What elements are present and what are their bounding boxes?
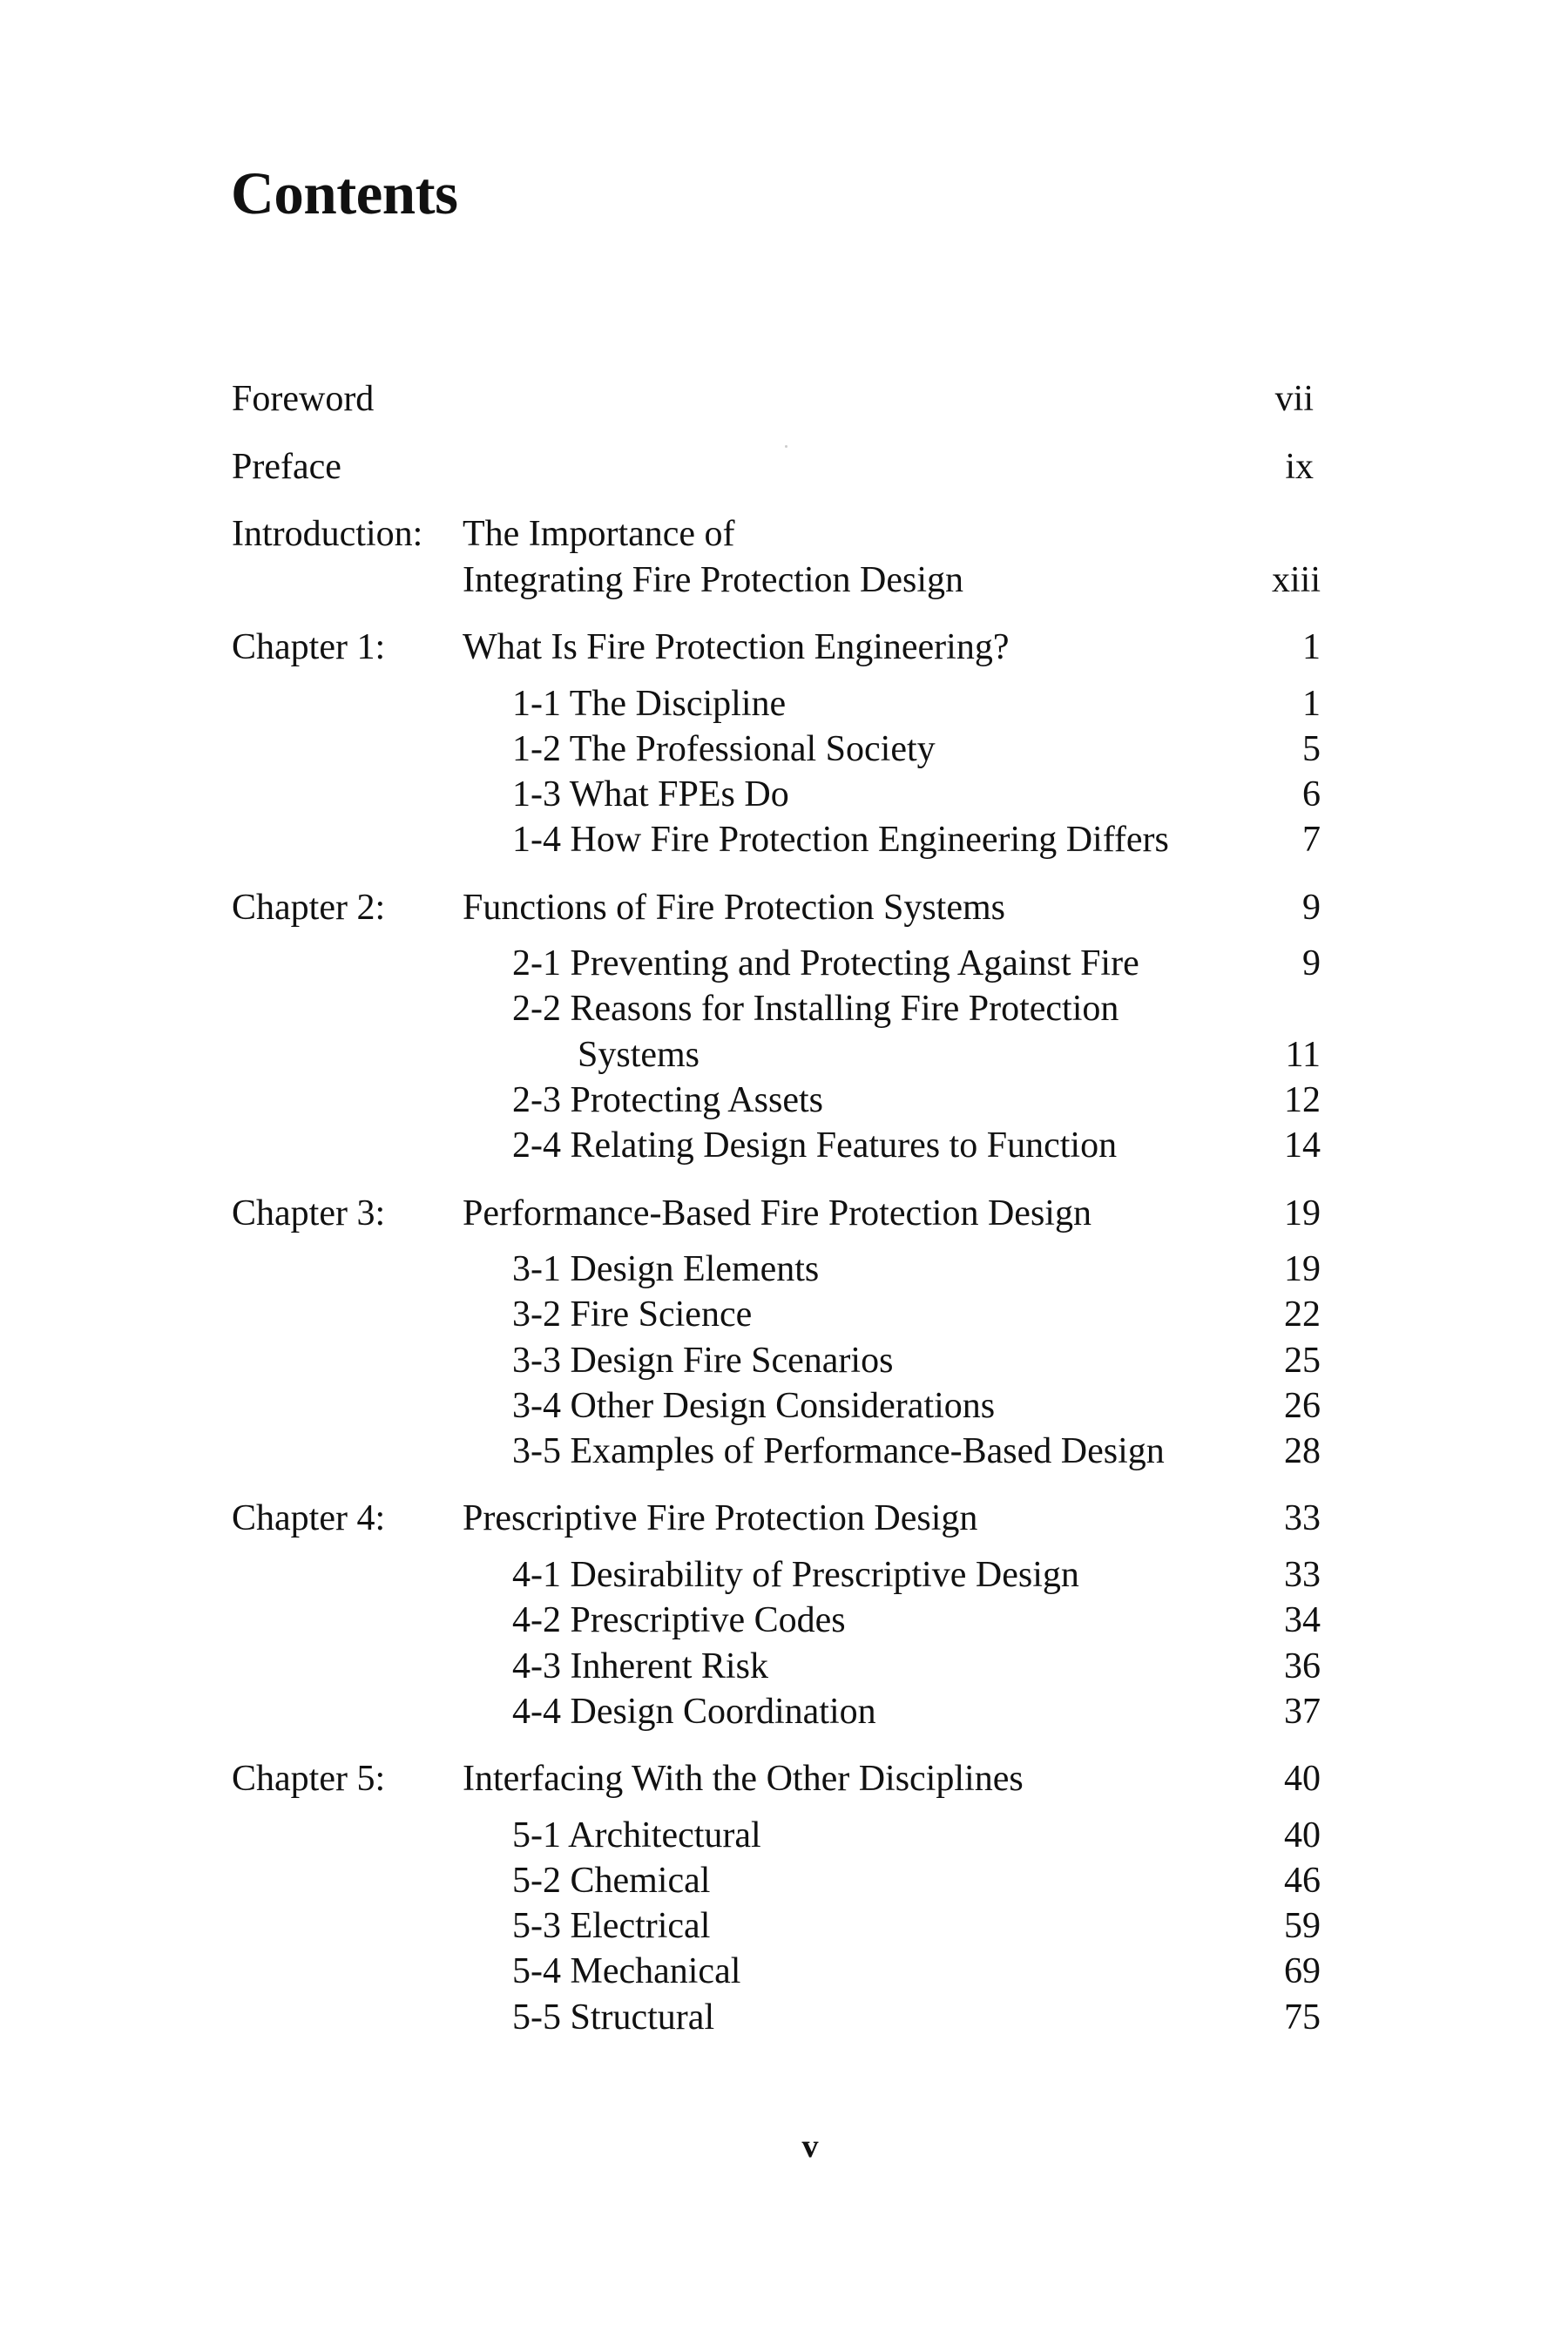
section-page-number: 28 bbox=[1284, 1431, 1321, 1472]
section-title: 4-2 Prescriptive Codes bbox=[512, 1600, 846, 1641]
section-list bbox=[232, 681, 1321, 863]
chapter-page-number: 19 bbox=[1284, 1193, 1321, 1233]
section-page-number: 7 bbox=[1302, 820, 1321, 861]
section-title: 3-3 Design Fire Scenarios bbox=[512, 1340, 894, 1381]
section-title: 5-5 Structural bbox=[512, 1997, 715, 2038]
section-title: 3-4 Other Design Considerations bbox=[512, 1385, 996, 1426]
section-title: 3-1 Design Elements bbox=[512, 1249, 820, 1290]
section-title: 5-1 Architectural bbox=[512, 1815, 761, 1855]
chapter-entry bbox=[232, 1756, 1321, 2040]
entry-page-number: xiii bbox=[1271, 559, 1321, 600]
section-entry bbox=[232, 1552, 1321, 1598]
section-page-number: 9 bbox=[1302, 943, 1321, 984]
section-entry bbox=[232, 1292, 1321, 1337]
introduction-entry bbox=[232, 511, 1321, 603]
section-entry bbox=[232, 1689, 1321, 1734]
section-page-number: 69 bbox=[1284, 1951, 1321, 1992]
chapter-entry bbox=[232, 1496, 1321, 1734]
section-page-number: 40 bbox=[1284, 1815, 1321, 1855]
section-entry bbox=[232, 1078, 1321, 1123]
section-title: 4-4 Design Coordination bbox=[512, 1691, 876, 1732]
chapter-label: Chapter 5: bbox=[232, 1759, 386, 1800]
section-title: 4-3 Inherent Risk bbox=[512, 1646, 768, 1686]
section-page-number: 34 bbox=[1284, 1600, 1321, 1641]
section-title: 2-1 Preventing and Protecting Against Fire bbox=[512, 943, 1139, 984]
section-title: 5-3 Electrical bbox=[512, 1906, 711, 1947]
section-page-number: 22 bbox=[1284, 1294, 1321, 1335]
section-page-number: 12 bbox=[1284, 1079, 1321, 1120]
section-page-number: 5 bbox=[1302, 728, 1321, 769]
chapter-title: Performance-Based Fire Protection Design bbox=[463, 1193, 1092, 1233]
chapter-label: Chapter 3: bbox=[232, 1193, 386, 1233]
entry-title-line: The Importance of bbox=[463, 514, 735, 554]
section-title: 5-2 Chemical bbox=[512, 1860, 711, 1901]
section-title: 2-3 Protecting Assets bbox=[512, 1079, 823, 1120]
page-title: Contents bbox=[231, 160, 458, 226]
front-matter-foreword bbox=[232, 376, 1321, 422]
chapter-title: Prescriptive Fire Protection Design bbox=[463, 1498, 978, 1539]
chapter-title: Interfacing With the Other Disciplines bbox=[463, 1759, 1024, 1800]
chapter-page-number: 9 bbox=[1302, 887, 1321, 928]
section-entry bbox=[232, 1644, 1321, 1689]
section-page-number: 46 bbox=[1284, 1860, 1321, 1901]
section-entry bbox=[232, 772, 1321, 817]
section-title: 1-3 What FPEs Do bbox=[512, 774, 789, 815]
entry-page-number: ix bbox=[1285, 446, 1314, 487]
section-page-number: 37 bbox=[1284, 1691, 1321, 1732]
section-entry bbox=[232, 1858, 1321, 1903]
entry-label: Introduction: bbox=[232, 514, 423, 554]
section-entry bbox=[232, 1813, 1321, 1858]
section-page-number: 33 bbox=[1284, 1554, 1321, 1595]
section-entry bbox=[232, 1429, 1321, 1474]
section-page-number: 14 bbox=[1284, 1125, 1321, 1166]
section-entry bbox=[232, 1383, 1321, 1429]
section-list bbox=[232, 1247, 1321, 1474]
section-page-number: 11 bbox=[1285, 1034, 1321, 1075]
section-title: 3-5 Examples of Performance-Based Design bbox=[512, 1431, 1165, 1472]
section-entry bbox=[232, 1338, 1321, 1383]
page-number-footer: v bbox=[801, 2128, 819, 2165]
section-entry bbox=[232, 681, 1321, 727]
chapter-entry bbox=[232, 885, 1321, 1169]
section-page-number: 25 bbox=[1284, 1340, 1321, 1381]
section-page-number: 6 bbox=[1302, 774, 1321, 815]
section-list bbox=[232, 1813, 1321, 2040]
section-title: 2-4 Relating Design Features to Function bbox=[512, 1125, 1118, 1166]
section-page-number: 1 bbox=[1302, 683, 1321, 724]
section-entry bbox=[232, 1598, 1321, 1643]
section-entry bbox=[232, 1903, 1321, 1949]
section-entry bbox=[232, 1995, 1321, 2040]
entry-label: Preface bbox=[232, 446, 341, 487]
section-page-number: 59 bbox=[1284, 1906, 1321, 1947]
chapter-label: Chapter 4: bbox=[232, 1498, 386, 1539]
entry-title-line: Integrating Fire Protection Design bbox=[463, 559, 964, 600]
section-page-number: 36 bbox=[1284, 1646, 1321, 1686]
entry-label: Foreword bbox=[232, 379, 375, 419]
entry-title bbox=[463, 511, 1321, 603]
chapter-title: Functions of Fire Protection Systems bbox=[463, 887, 1005, 928]
section-entry bbox=[232, 727, 1321, 772]
section-entry bbox=[232, 1123, 1321, 1168]
section-title: 5-4 Mechanical bbox=[512, 1951, 741, 1992]
section-entry bbox=[232, 1949, 1321, 1994]
chapter-entry bbox=[232, 1191, 1321, 1475]
section-title: 1-2 The Professional Society bbox=[512, 728, 936, 769]
section-page-number: 19 bbox=[1284, 1249, 1321, 1290]
entry-page-number: vii bbox=[1274, 379, 1314, 419]
section-title: 4-1 Desirability of Prescriptive Design bbox=[512, 1554, 1079, 1595]
section-title: 3-2 Fire Science bbox=[512, 1294, 753, 1335]
chapter-page-number: 33 bbox=[1284, 1498, 1321, 1539]
section-page-number: 75 bbox=[1284, 1997, 1321, 2038]
section-entry bbox=[232, 1247, 1321, 1292]
section-entry bbox=[232, 817, 1321, 862]
chapter-label: Chapter 1: bbox=[232, 627, 386, 667]
chapter-title: What Is Fire Protection Engineering? bbox=[463, 627, 1010, 667]
section-list bbox=[232, 941, 1321, 1168]
section-title: 2-2 Reasons for Installing Fire Protection bbox=[512, 989, 1119, 1030]
chapter-page-number: 1 bbox=[1302, 627, 1321, 667]
table-of-contents bbox=[232, 376, 1321, 2062]
section-title-continuation: Systems bbox=[578, 1034, 700, 1075]
section-title: 1-1 The Discipline bbox=[512, 683, 787, 724]
chapter-label: Chapter 2: bbox=[232, 887, 386, 928]
chapter-entry bbox=[232, 625, 1321, 863]
section-entry bbox=[232, 941, 1321, 986]
chapter-list bbox=[232, 625, 1321, 2040]
section-list bbox=[232, 1552, 1321, 1734]
section-entry bbox=[232, 986, 1321, 1078]
front-matter-preface bbox=[232, 444, 1321, 490]
section-title: 1-4 How Fire Protection Engineering Differs bbox=[512, 820, 1169, 861]
chapter-page-number: 40 bbox=[1284, 1759, 1321, 1800]
section-page-number: 26 bbox=[1284, 1385, 1321, 1426]
